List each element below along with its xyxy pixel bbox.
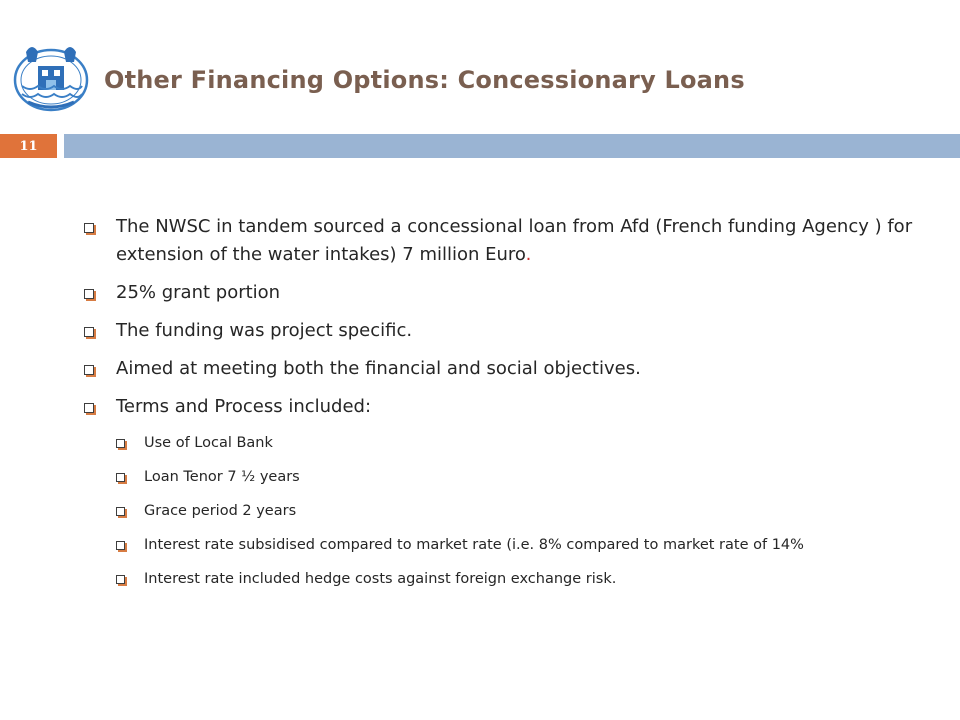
checkbox-bullet-icon [84, 223, 94, 233]
slide-number: 11 [0, 134, 57, 158]
bullet-trailing-period: . [525, 244, 532, 265]
sub-bullet-item [116, 533, 914, 557]
bullet-item [84, 393, 914, 421]
bullet-text: Terms and Process included: [116, 396, 372, 417]
checkbox-bullet-icon [116, 439, 125, 448]
sub-bullet-item [116, 465, 914, 489]
sub-bullet-item [116, 431, 914, 455]
slide-content [84, 213, 914, 601]
bullet-item [84, 213, 914, 269]
checkbox-bullet-icon [116, 575, 125, 584]
sub-bullet-item [116, 499, 914, 523]
checkbox-bullet-icon [116, 541, 125, 550]
checkbox-bullet-icon [84, 327, 94, 337]
sub-bullet-text: Use of Local Bank [144, 435, 273, 451]
bullet-text: Aimed at meeting both the financial and social objectives. [116, 358, 641, 379]
bullet-text: The NWSC in tandem sourced a concessional loan from Afd (French funding Agency ) for extension of the water intakes) 7 million Euro [116, 216, 913, 265]
bullet-item [84, 317, 914, 345]
sub-bullet-item [116, 567, 914, 591]
sub-bullet-text: Interest rate included hedge costs against foreign exchange risk. [144, 571, 617, 587]
sub-bullet-text: Loan Tenor 7 ½ years [144, 469, 300, 485]
title-divider-bar [64, 134, 960, 158]
checkbox-bullet-icon [84, 403, 94, 413]
bullet-text: The funding was project specific. [116, 320, 413, 341]
checkbox-bullet-icon [84, 365, 94, 375]
checkbox-bullet-icon [116, 507, 125, 516]
sub-bullet-list [84, 431, 914, 591]
sub-bullet-text: Grace period 2 years [144, 503, 297, 519]
slide-title: Other Financing Options: Concessionary Loans [104, 66, 745, 94]
sub-bullet-text: Interest rate subsidised compared to market rate (i.e. 8% compared to market rate of 14% [144, 537, 804, 553]
nwsc-logo [8, 38, 94, 116]
checkbox-bullet-icon [116, 473, 125, 482]
bullet-item [84, 355, 914, 383]
bullet-item [84, 279, 914, 307]
checkbox-bullet-icon [84, 289, 94, 299]
bullet-text: 25% grant portion [116, 282, 281, 303]
